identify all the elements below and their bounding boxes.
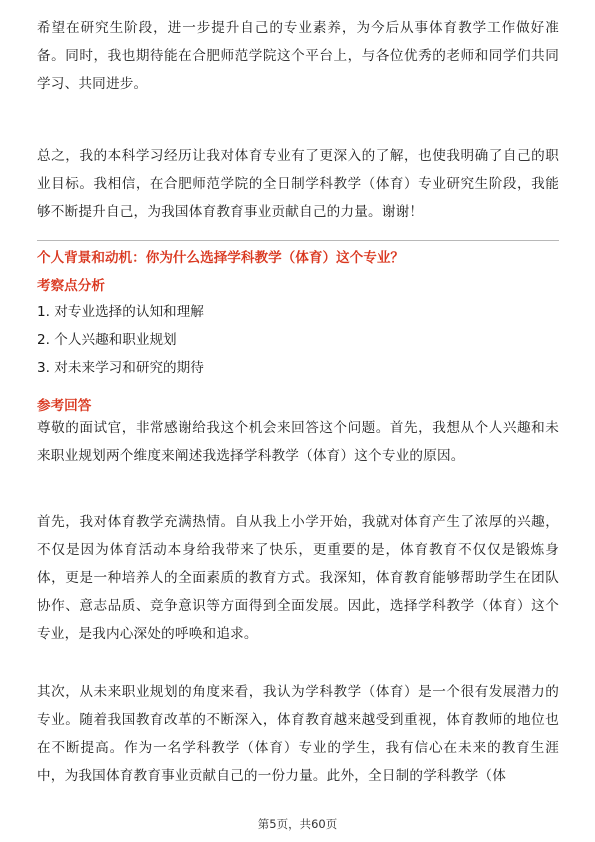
page-footer: 第5页，共60页 bbox=[257, 817, 338, 831]
analysis-heading: 考察点分析 bbox=[37, 278, 105, 294]
answer-paragraph-2: 首先，我对体育教学充满热情。自从我上小学开始，我就对体育产生了浓厚的兴趣，不仅是因为体育活动本身给我带来了快乐，更重要的是，体育教育不仅仅是锻炼身体，更是一种培养人的全面素质的教育方式。我深知，体育教育能够帮助学生在团队协作、意志品质、竞争意识等方面得到全面发展。因此，选择学科教学（体育）这个专业，是我内心深处的呼唤和追求。 bbox=[37, 514, 559, 642]
intro-paragraph-continued: 希望在研究生阶段，进一步提升自己的专业素养，为今后从事体育教学工作做好准备。同时，我也期待能在合肥师范学院这个平台上，与各位优秀的老师和同学们共同学习、共同进步。 bbox=[37, 20, 559, 92]
answer-paragraph-1: 尊敬的面试官，非常感谢给我这个机会来回答这个问题。首先，我想从个人兴趣和未来职业规划两个维度来阐述我选择学科教学（体育）这个专业的原因。 bbox=[37, 420, 559, 464]
conclusion-paragraph: 总之，我的本科学习经历让我对体育专业有了更深入的了解，也使我明确了自己的职业目标。我相信，在合肥师范学院的全日制学科教学（体育）专业研究生阶段，我能够不断提升自己，为我国体育教育事业贡献自己的力量。谢谢！ bbox=[37, 148, 559, 220]
answer-heading: 参考回答 bbox=[37, 398, 92, 414]
analysis-item-3: 3. 对未来学习和研究的期待 bbox=[37, 360, 204, 376]
question-title: 个人背景和动机：你为什么选择学科教学（体育）这个专业？ bbox=[37, 250, 405, 266]
analysis-item-2: 2. 个人兴趣和职业规划 bbox=[37, 332, 177, 348]
answer-paragraph-3: 其次，从未来职业规划的角度来看，我认为学科教学（体育）是一个很有发展潜力的专业。随着我国教育改革的不断深入，体育教育越来越受到重视，体育教师的地位也在不断提高。作为一名学科教学（体育）专业的学生，我有信心在未来的教育生涯中，为我国体育教育事业贡献自己的一份力量。此外，全日制的学科教学（体 bbox=[37, 684, 559, 784]
analysis-item-1: 1. 对专业选择的认知和理解 bbox=[37, 304, 204, 320]
section-divider bbox=[37, 240, 559, 241]
